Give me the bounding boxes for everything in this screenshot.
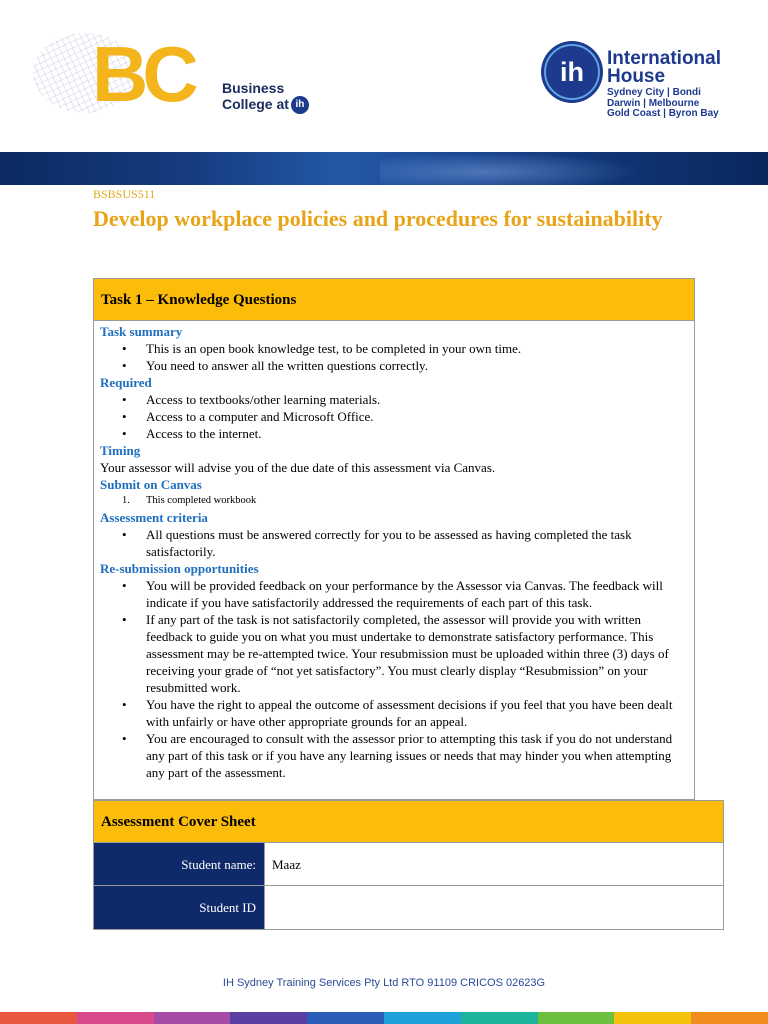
bc-logo: BC — [92, 30, 193, 118]
header — [0, 0, 768, 152]
ih-logo-letters: ih — [560, 57, 584, 87]
student-name-field[interactable]: Maaz — [272, 857, 301, 872]
ih-title: International House — [607, 48, 722, 87]
section-heading: Submit on Canvas — [100, 477, 202, 492]
cover-heading: Assessment Cover Sheet — [94, 801, 723, 843]
stripe-segment — [614, 1012, 691, 1024]
bc-logo-text: Business College at ih — [222, 80, 309, 114]
ih-logo-icon — [540, 40, 604, 104]
resubmission-list — [100, 577, 688, 781]
section-heading: Timing — [100, 443, 141, 458]
task-body — [94, 321, 694, 781]
list-item: • Access to textbooks/other learning materials. — [146, 391, 688, 408]
stripe-segment — [154, 1012, 231, 1024]
stripe-segment — [691, 1012, 768, 1024]
list-item: • You will be provided feedback on your performance by the Assessor via Canvas. The feedback will indicate if you have satisfactorily addressed the requirements of each part of this task. — [146, 577, 688, 611]
list-item: • This is an open book knowledge test, to be completed in your own time. — [146, 340, 688, 357]
task-panel — [93, 278, 695, 800]
stripe-segment — [0, 1012, 77, 1024]
section-heading: Re-submission opportunities — [100, 561, 259, 576]
footer-color-stripe — [0, 1012, 768, 1024]
footer-text: IH Sydney Training Services Pty Ltd RTO 91109 CRICOS 02623G — [222, 977, 546, 989]
ih-small-icon: ih — [291, 96, 309, 114]
list-item: • You are encouraged to consult with the assessor prior to attempting this task if you do not understand any part of this task or if you have any learning issues or needs that may hinder you when attempting any part of the assessment. — [146, 730, 688, 781]
student-name-label: Student name: — [94, 843, 265, 885]
list-item: • If any part of the task is not satisfactorily completed, the assessor will provide you with written feedback to guide you on what you must undertake to demonstrate satisfactory performance. This assessment may be re-attempted twice. Your resubmission must be uploaded within three (3) days of receiving your grade of “not yet satisfactory”. You must clearly display “Resubmission” on your resubmitted work. — [146, 611, 688, 696]
page-title: Develop workplace policies and procedures for sustainability — [93, 206, 663, 231]
stripe-segment — [307, 1012, 384, 1024]
required-list — [100, 391, 688, 442]
stripe-segment — [230, 1012, 307, 1024]
banner-photo — [380, 152, 640, 185]
unit-code: BSBSUS511 — [93, 187, 156, 201]
list-item: • All questions must be answered correctly for you to be assessed as having completed the task satisfactorily. — [146, 526, 688, 560]
table-row — [94, 886, 723, 929]
task-heading: Task 1 – Knowledge Questions — [94, 279, 694, 321]
section-heading: Task summary — [100, 324, 183, 339]
stripe-segment — [384, 1012, 461, 1024]
list-item: • You need to answer all the written questions correctly. — [146, 357, 688, 374]
list-item: • Access to a computer and Microsoft Office. — [146, 408, 688, 425]
stripe-segment — [77, 1012, 154, 1024]
submit-list — [100, 493, 688, 509]
section-heading: Assessment criteria — [100, 510, 208, 525]
student-id-field[interactable] — [265, 886, 723, 929]
stripe-segment — [461, 1012, 538, 1024]
ih-cities: Sydney City | Bondi Darwin | Melbourne Gold Coast | Byron Bay — [607, 87, 719, 119]
criteria-list — [100, 526, 688, 560]
stripe-segment — [538, 1012, 615, 1024]
cover-sheet — [93, 800, 724, 930]
list-item: • Access to the internet. — [146, 425, 688, 442]
list-item: 1. This completed workbook — [146, 493, 688, 509]
section-heading: Required — [100, 375, 152, 390]
table-row — [94, 843, 723, 886]
list-item: • You have the right to appeal the outcome of assessment decisions if you feel that you have been dealt with unfairly or have other appropriate grounds for an appeal. — [146, 696, 688, 730]
summary-list — [100, 340, 688, 374]
timing-text: Your assessor will advise you of the due date of this assessment via Canvas. — [100, 460, 496, 475]
student-id-label: Student ID — [94, 886, 265, 929]
